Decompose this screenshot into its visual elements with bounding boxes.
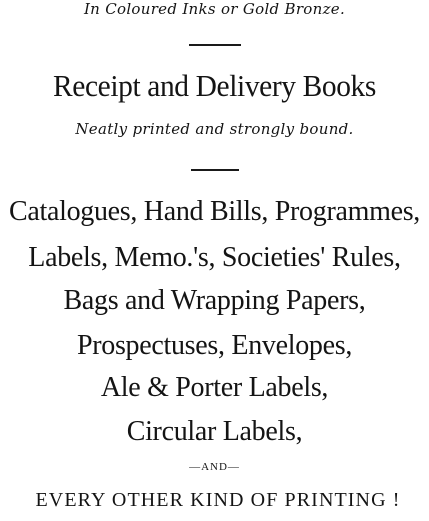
subheading: Neatly printed and strongly bound. xyxy=(75,120,354,138)
item-line-5: Ale & Porter Labels, xyxy=(100,372,329,403)
top-note: In Coloured Inks or Gold Bronze. xyxy=(83,0,346,18)
item-line-4: Prospectuses, Envelopes, xyxy=(76,330,353,361)
and-connector: —AND— xyxy=(189,461,240,473)
item-line-3: Bags and Wrapping Papers, xyxy=(63,285,366,316)
item-line-6: Circular Labels, xyxy=(126,416,303,447)
item-line-2: Labels, Memo.'s, Societies' Rules, xyxy=(28,242,401,273)
item-line-1: Catalogues, Hand Bills, Programmes, xyxy=(8,196,420,227)
heading: Receipt and Delivery Books xyxy=(53,68,377,103)
divider-top xyxy=(189,44,241,46)
closing-line: EVERY OTHER KIND OF PRINTING ! xyxy=(35,489,401,511)
divider-middle xyxy=(191,169,239,171)
